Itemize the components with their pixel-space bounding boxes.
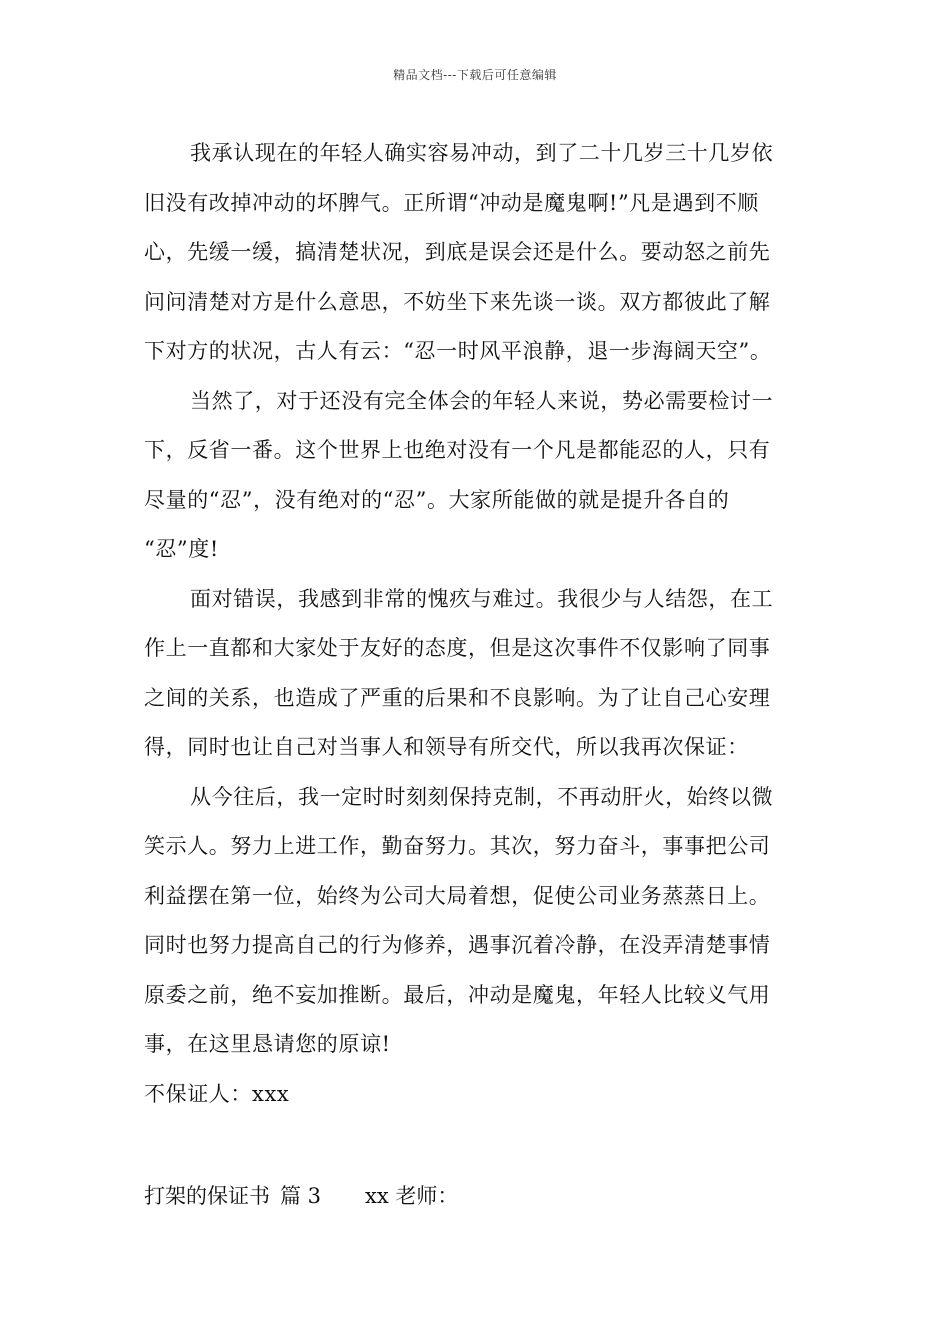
paragraph-3 (144, 575, 808, 773)
text-line: 事，在这里恳请您的原谅! (144, 1032, 391, 1056)
text-line: “忍”度! (144, 537, 219, 561)
text-line: 心，先缓一缓，搞清楚状况，到底是误会还是什么。要动怒之前先 (144, 240, 771, 264)
paragraph-1 (144, 129, 808, 377)
text-line: 之间的关系，也造成了严重的后果和不良影响。为了让自己心安理 (144, 685, 771, 710)
text-line: 原委之前，绝不妄加推断。最后，冲动是魔鬼，年轻人比较义气用 (144, 982, 771, 1007)
text-line: 当然了，对于还没有完全体会的年轻人来说，势必需要检讨一 (190, 388, 774, 413)
paragraph-4 (144, 773, 808, 1070)
text-line: 下对方的状况，古人有云：“忍一时风平浪静，退一步海阔天空”。 (144, 339, 772, 363)
section-label: 篇 3 (280, 1184, 322, 1208)
text-line: 作上一直都和大家处于友好的态度，但是这次事件不仅影响了同事 (144, 636, 771, 660)
text-line: 问问清楚对方是什么意思，不妨坐下来先谈一谈。双方都彼此了解 (144, 289, 771, 314)
text-line: 利益摆在第一位，始终为公司大局着想，促使公司业务蒸蒸日上。 (144, 883, 771, 908)
salutation: xx 老师： (365, 1184, 459, 1208)
text-line: 我承认现在的年轻人确实容易冲动，到了二十几岁三十几岁依 (190, 141, 774, 165)
text-line: 尽量的“忍”，没有绝对的“忍”。大家所能做的就是提升各自的 (144, 487, 730, 512)
section-title-row (144, 1172, 458, 1221)
page-header: 精品文档---下载后可任意编辑 (393, 68, 557, 82)
text-line: 面对错误，我感到非常的愧疚与难过。我很少与人结怨，在工 (190, 586, 774, 611)
document-body (144, 129, 808, 1119)
paragraph-2 (144, 377, 808, 575)
text-line: 笑示人。努力上进工作，勤奋努力。其次，努力奋斗，事事把公司 (144, 834, 771, 858)
section-title: 打架的保证书 (144, 1184, 270, 1208)
text-line: 从今往后，我一定时时刻刻保持克制，不再动肝火，始终以微 (190, 784, 774, 809)
signature-line: 不保证人：xxx (144, 1081, 290, 1106)
text-line: 下，反省一番。这个世界上也绝对没有一个凡是都能忍的人，只有 (144, 438, 771, 462)
text-line: 同时也努力提高自己的行为修养，遇事沉着冷静，在没弄清楚事情 (144, 933, 771, 957)
text-line: 旧没有改掉冲动的坏脾气。正所谓“冲动是魔鬼啊!”凡是遇到不顺 (144, 190, 759, 215)
text-line: 得，同时也让自己对当事人和领导有所交代，所以我再次保证： (144, 735, 749, 759)
